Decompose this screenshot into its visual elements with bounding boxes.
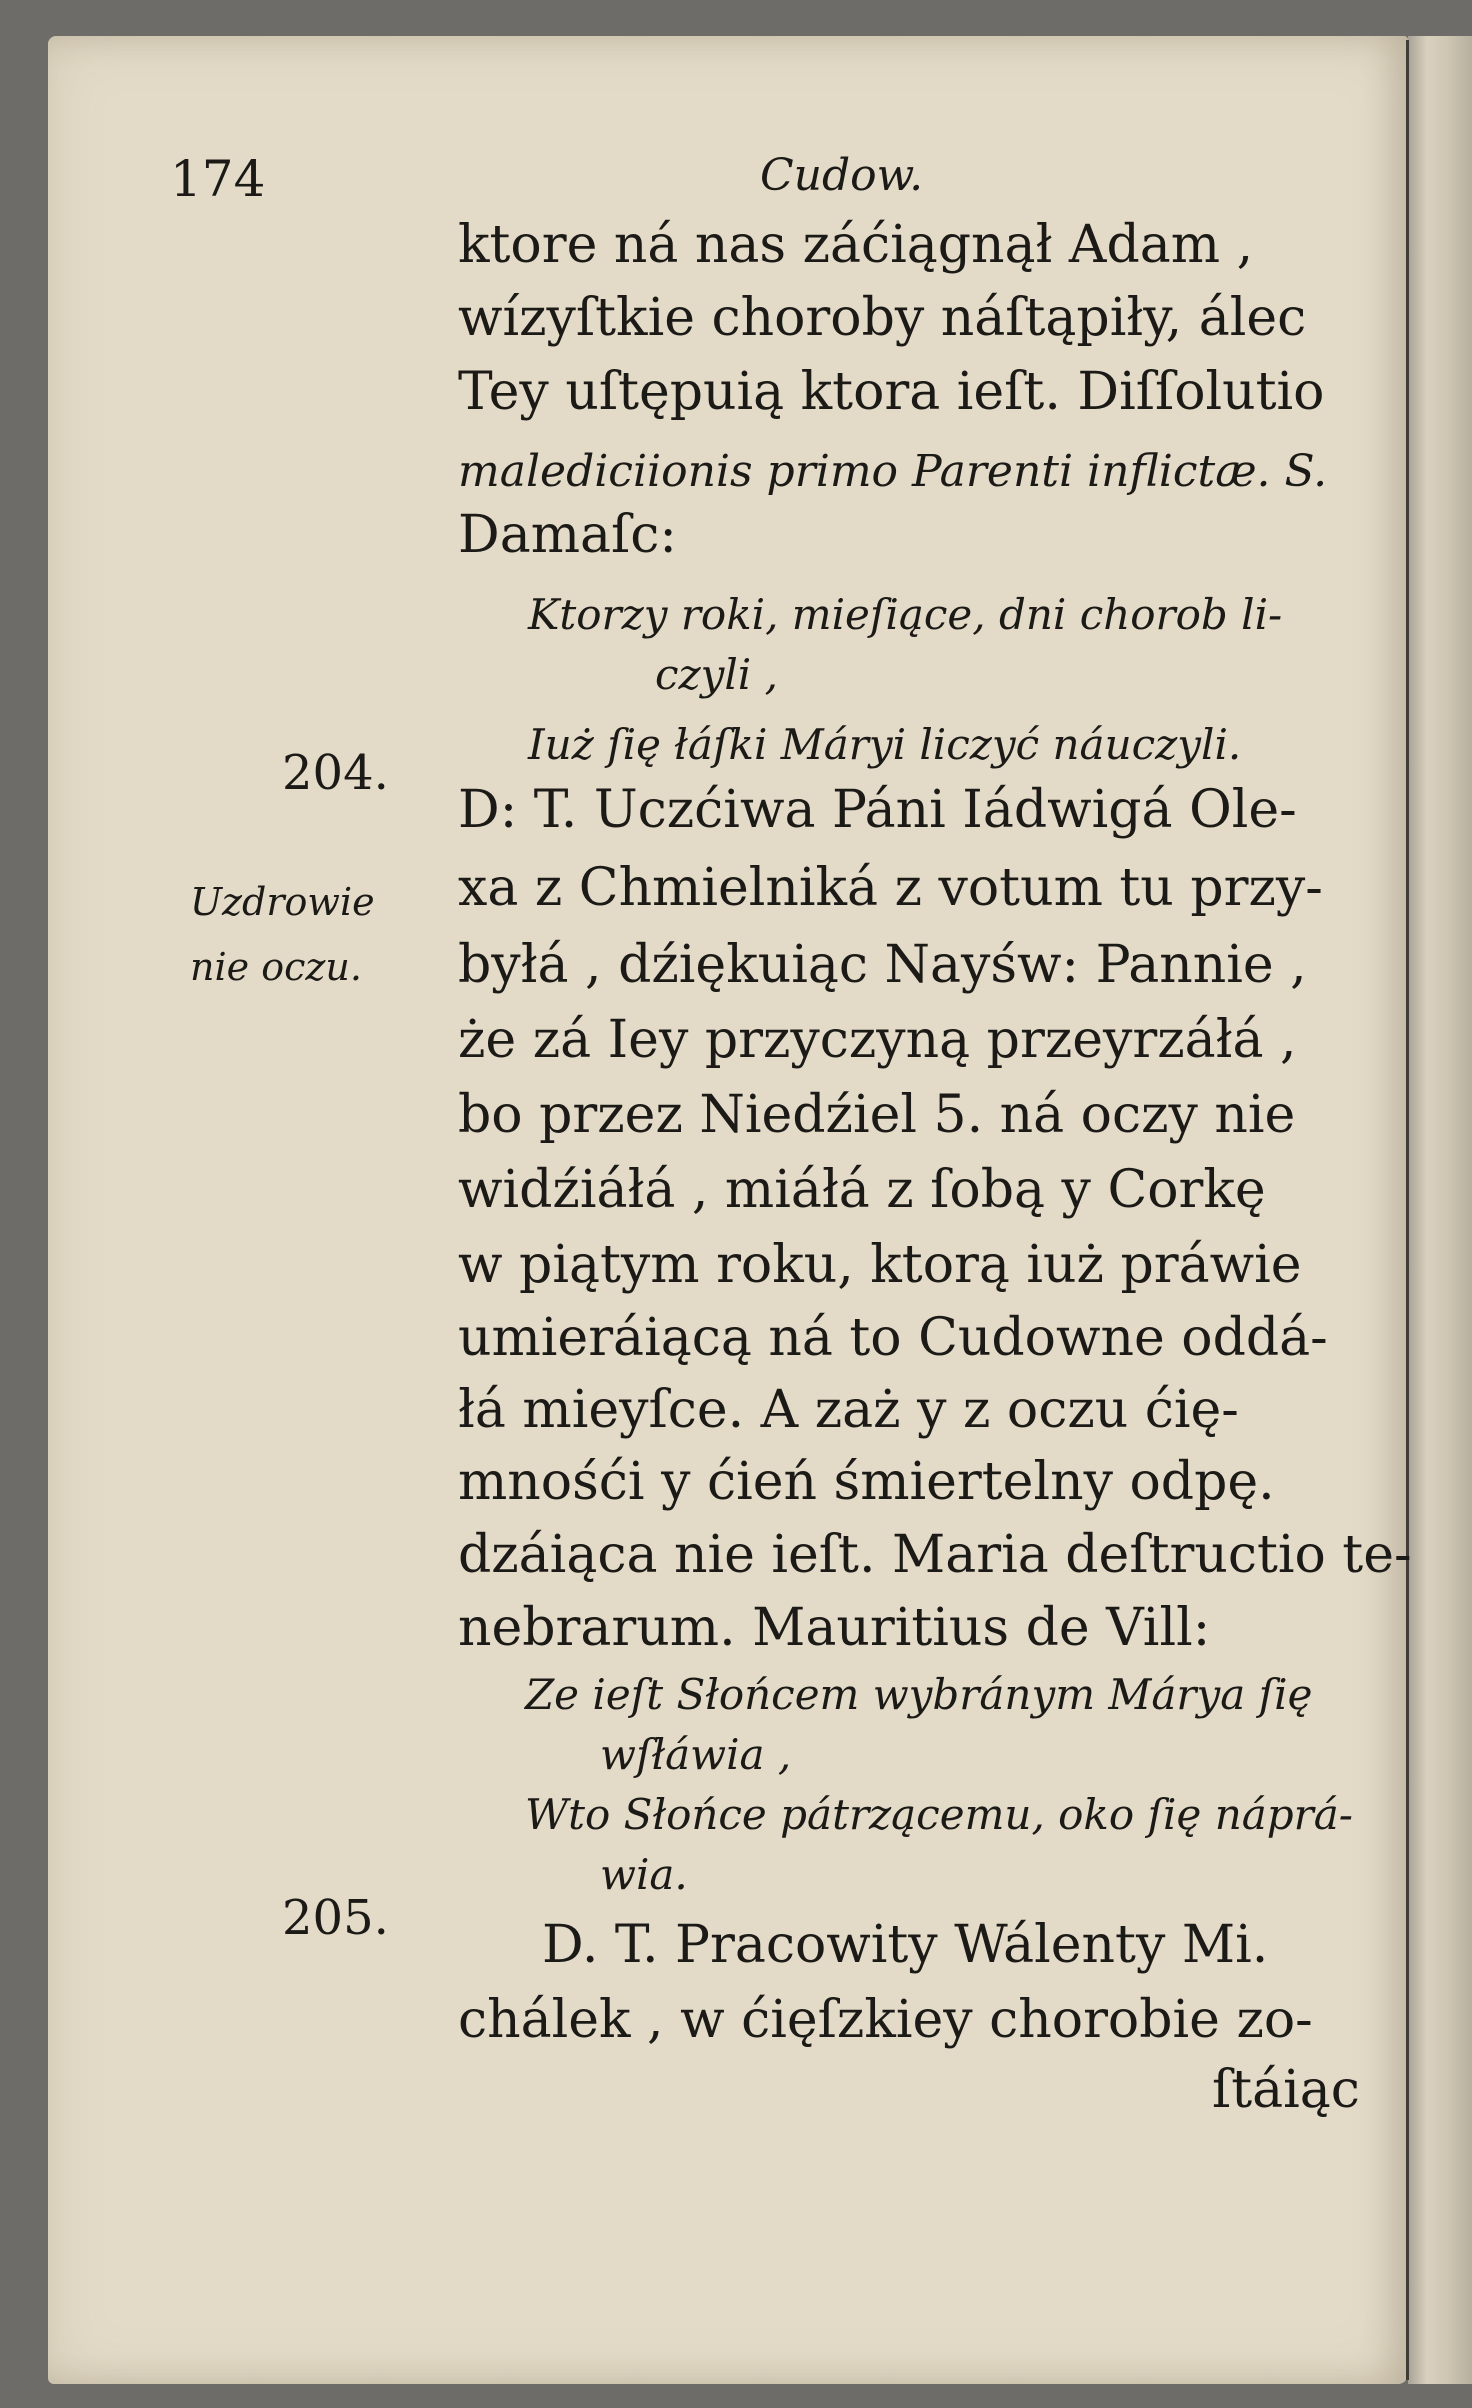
page-number: 174 [170,150,266,208]
text-line: xa z Chmielniká z votum tu przy- [458,858,1323,918]
text-line: mnośći y ćień śmiertelny odpę. [458,1452,1275,1512]
text-line: wízyſtkie choroby náſtąpiły, álec [458,288,1307,348]
verse-line: wſłáwia , [600,1730,792,1779]
page-edge [1408,36,1472,2384]
text-line: że zá Iey przyczyną przeyrzáłá , [458,1010,1297,1070]
page-fold-line [1406,40,1409,2380]
section-number-205: 205. [282,1890,389,1946]
text-line: nebrarum. Mauritius de Vill: [458,1598,1211,1658]
text-line: byłá , dźiękuiąc Nayśw: Pannie , [458,935,1307,995]
section-number-204: 204. [282,745,389,801]
text-line: łá mieyſce. A zaż y z oczu ćię- [458,1380,1239,1440]
text-line: bo przez Niedźiel 5. ná oczy nie [458,1085,1296,1145]
margin-note-line: Uzdrowie [190,880,375,924]
text-line: Tey uſtępuią ktora ieſt. Diſſolutio [458,362,1325,422]
text-line: dzáiąca nie ieſt. Maria deſtructio te- [458,1525,1412,1585]
verse-line: Iuż ſię łáſki Máryi liczyć náuczyli. [528,720,1242,769]
text-line: ktore ná nas záćiągnął Adam , [458,215,1254,275]
text-line-italic: malediciionis primo Parenti inflictæ. S. [458,446,1328,497]
verse-line: czyli , [655,650,778,699]
text-line: w piątym roku, ktorą iuż práwie [458,1235,1302,1295]
text-line: Damaſc: [458,505,677,565]
verse-line: Wto Słońce pátrzącemu, oko ſię náprá- [525,1790,1353,1839]
text-line: chálek , w ćięſzkiey chorobie zo- [458,1990,1313,2050]
margin-note-line: nie oczu. [190,945,362,989]
verse-line: Ze ieſt Słońcem wybránym Márya ſię [525,1670,1313,1719]
catchword: ſtáiąc [1212,2060,1360,2120]
text-line: D. T. Pracowity Wálenty Mi. [542,1915,1269,1975]
verse-line: wia. [600,1850,688,1899]
running-title: Cudow. [760,150,924,201]
text-line: widźiáłá , miáłá z ſobą y Corkę [458,1160,1266,1220]
text-line: D: T. Uczćiwa Páni Iádwigá Ole- [458,780,1297,840]
text-line: umieráiącą ná to Cudowne oddá- [458,1308,1328,1368]
verse-line: Ktorzy roki, mieſiące, dni chorob li- [528,590,1283,639]
